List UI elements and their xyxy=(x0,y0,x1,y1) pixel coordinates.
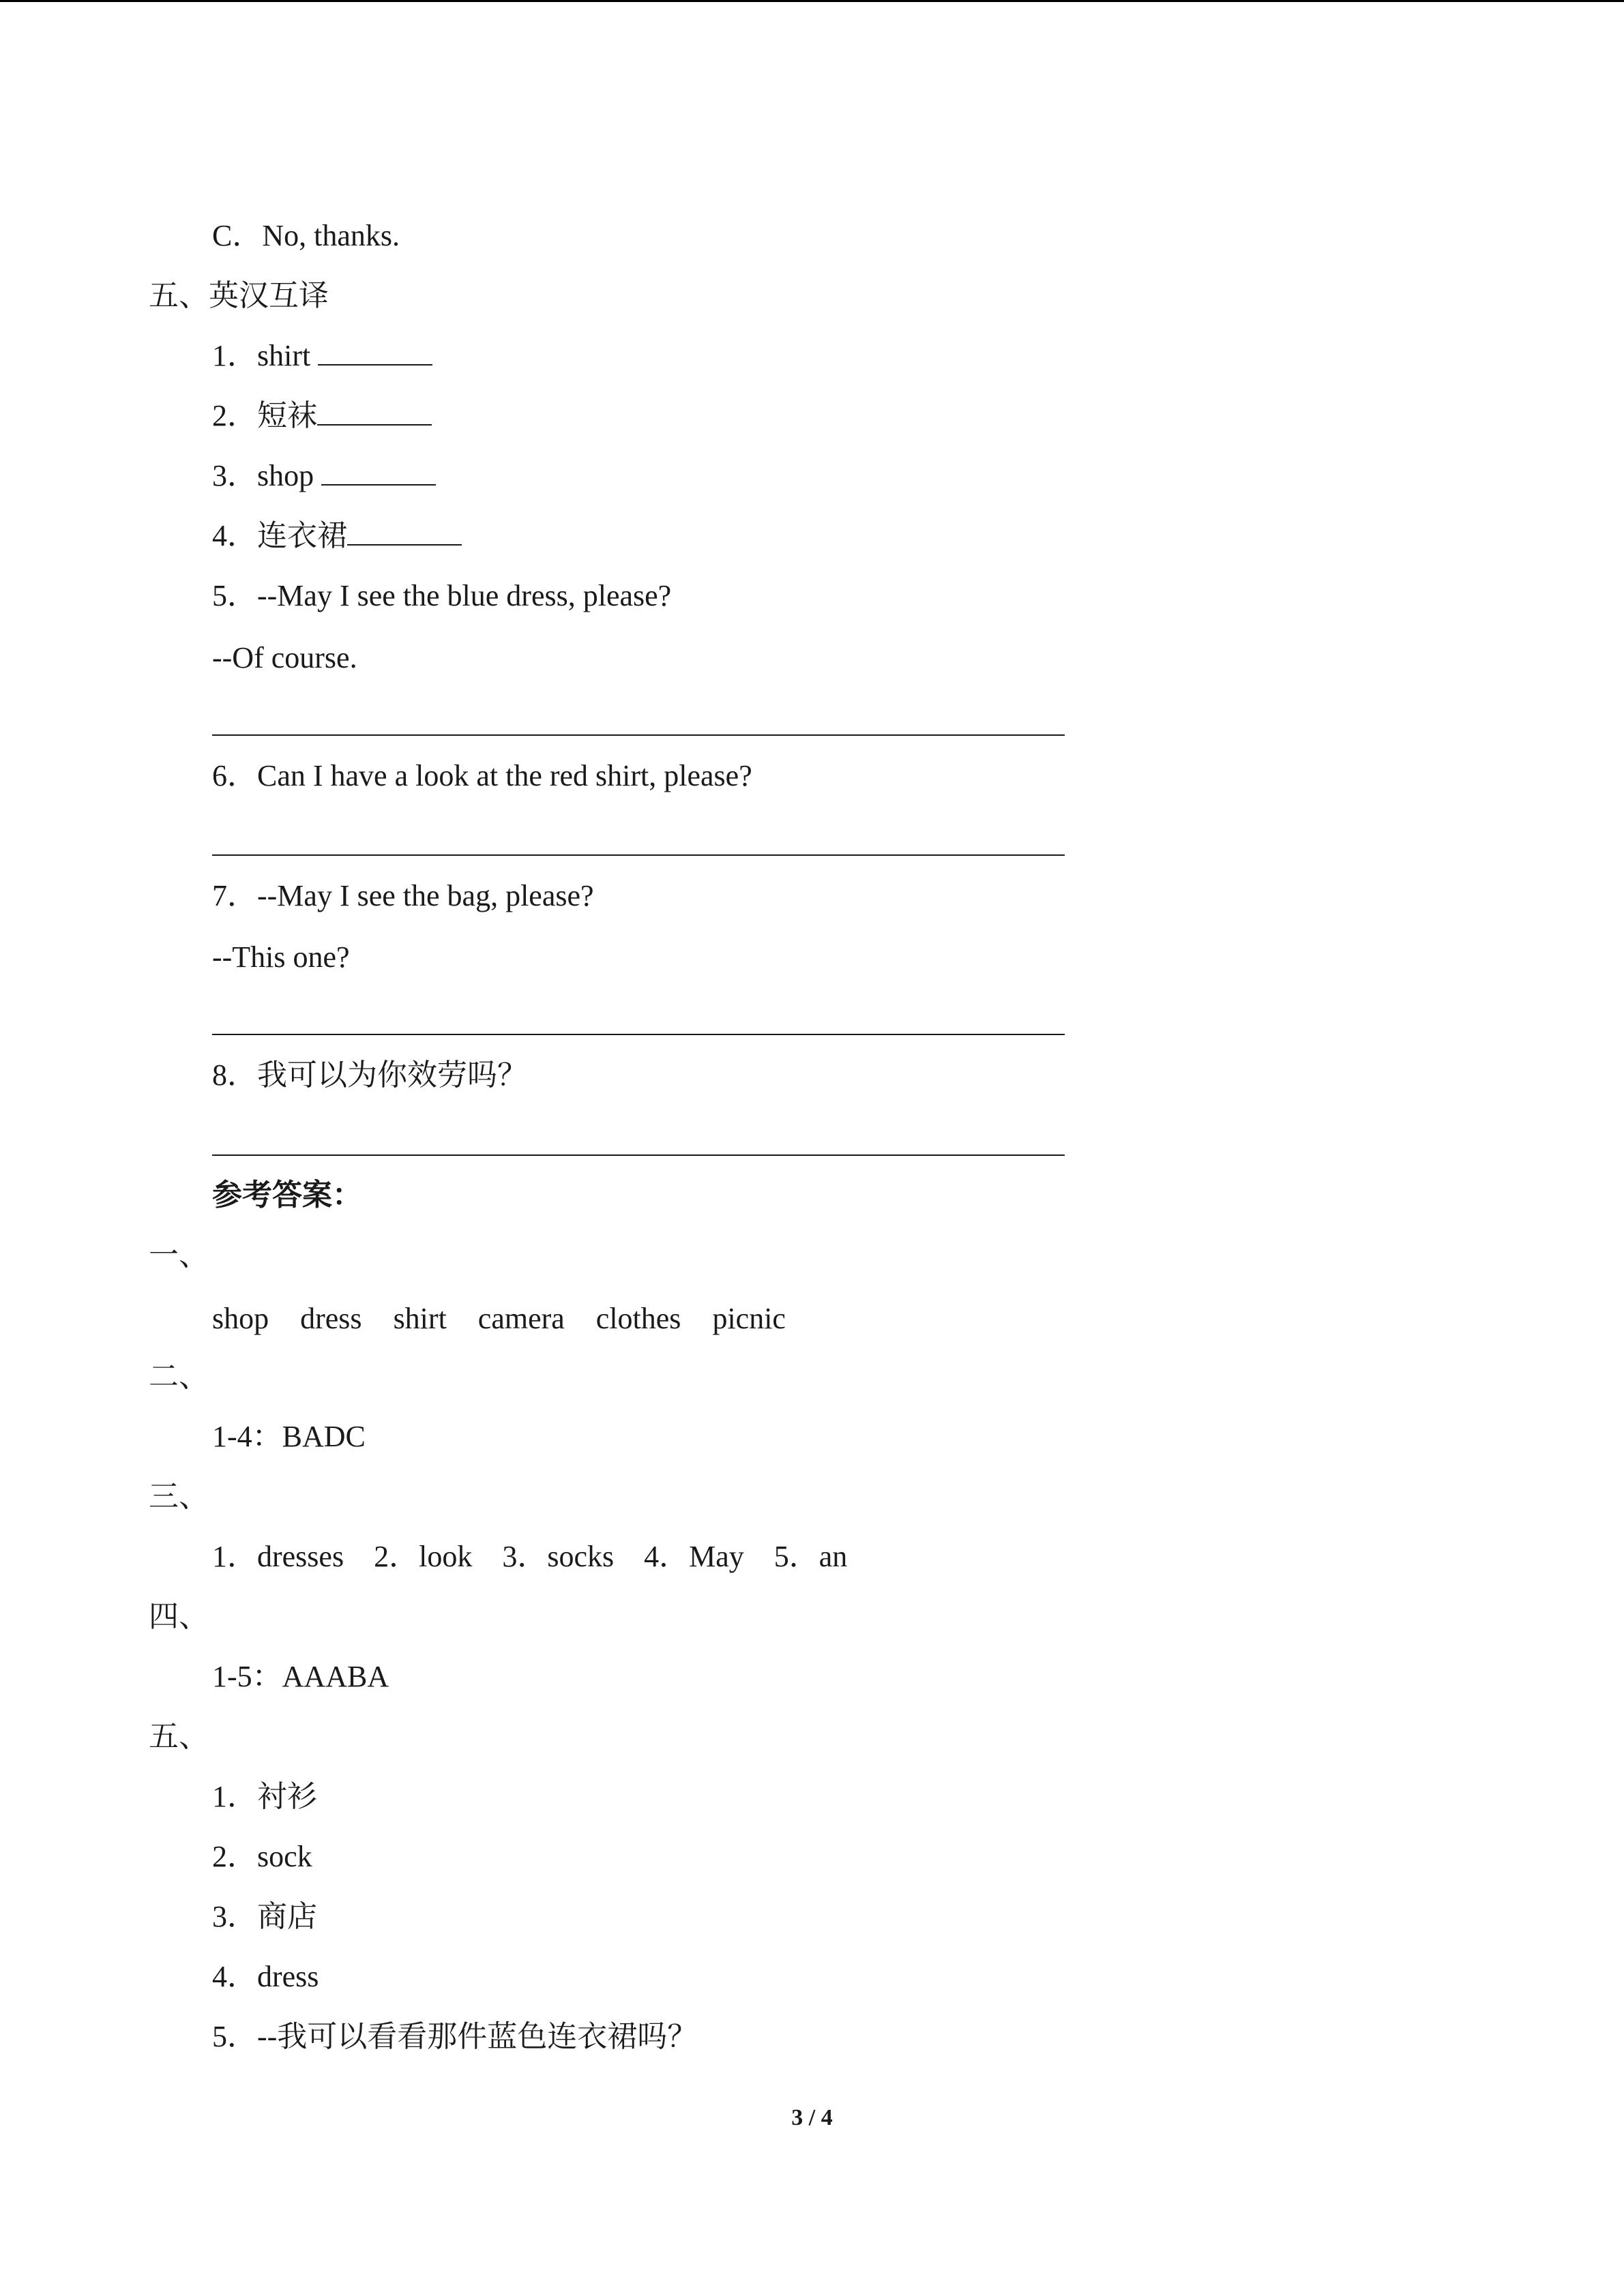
question-1-text: 1．shirt xyxy=(212,339,319,372)
answer-blank-2[interactable] xyxy=(317,397,432,426)
answers-heading: 参考答案： xyxy=(212,1178,362,1212)
answer-section-4-label: 四、 xyxy=(149,1600,209,1633)
answer-item: 1．dresses xyxy=(212,1540,344,1573)
answer-word: shop xyxy=(212,1302,269,1335)
question-1 xyxy=(212,336,432,376)
page-top-border xyxy=(0,0,1624,2)
page-number: 3 / 4 xyxy=(791,2105,833,2130)
answer-word: shirt xyxy=(393,1302,447,1335)
question-2-text: 2．短袜 xyxy=(212,399,317,432)
answer-word: camera xyxy=(477,1302,565,1335)
answer-section-2-label: 二、 xyxy=(149,1360,209,1393)
option-c: C．No, thanks. xyxy=(212,219,400,252)
answer-line-5[interactable] xyxy=(212,734,1065,736)
answer-word: dress xyxy=(300,1302,362,1335)
question-7-line-2: --This one? xyxy=(212,940,350,974)
answer-line-6[interactable] xyxy=(212,854,1065,856)
answer-section-2-text: 1-4：BADC xyxy=(212,1420,366,1453)
answer-line-8[interactable] xyxy=(212,1154,1065,1156)
answer-item: 3．socks xyxy=(502,1540,615,1573)
answer-5-1: 1．衬衫 xyxy=(212,1780,317,1813)
question-7-line-1: 7．--May I see the bag, please? xyxy=(212,879,594,912)
answer-5-3: 3．商店 xyxy=(212,1900,317,1933)
answer-item: 4．May xyxy=(644,1540,744,1573)
question-4-text: 4．连衣裙 xyxy=(212,519,347,552)
question-2 xyxy=(212,396,432,436)
answer-section-1-words xyxy=(212,1298,786,1339)
question-3-text: 3．shop xyxy=(212,459,322,492)
answer-5-2: 2．sock xyxy=(212,1840,312,1873)
answer-blank-1[interactable] xyxy=(318,337,432,366)
question-4 xyxy=(212,516,462,556)
answer-word: clothes xyxy=(595,1302,681,1335)
section-5-title: 五、英汉互译 xyxy=(149,279,329,312)
answer-line-7[interactable] xyxy=(212,1034,1065,1035)
answer-blank-4[interactable] xyxy=(347,517,462,546)
answer-section-4-text: 1-5：AAABA xyxy=(212,1660,389,1693)
question-3 xyxy=(212,456,436,496)
answer-section-1-label: 一、 xyxy=(149,1238,209,1272)
question-6: 6．Can I have a look at the red shirt, please? xyxy=(212,759,752,792)
answer-item: 2．look xyxy=(374,1540,473,1573)
answer-5-4: 4．dress xyxy=(212,1960,319,1993)
answer-blank-3[interactable] xyxy=(321,457,436,486)
answer-5-5: 5．--我可以看看那件蓝色连衣裙吗？ xyxy=(212,2020,698,2053)
answer-section-3-label: 三、 xyxy=(149,1480,209,1513)
question-5-line-2: --Of course. xyxy=(212,641,357,674)
answer-word: picnic xyxy=(712,1302,786,1335)
answer-item: 5．an xyxy=(773,1540,848,1573)
answer-section-5-label: 五、 xyxy=(149,1720,209,1753)
answer-section-3-items xyxy=(212,1536,847,1577)
question-5-line-1: 5．--May I see the blue dress, please? xyxy=(212,579,672,612)
question-8: 8．我可以为你效劳吗？ xyxy=(212,1058,527,1092)
